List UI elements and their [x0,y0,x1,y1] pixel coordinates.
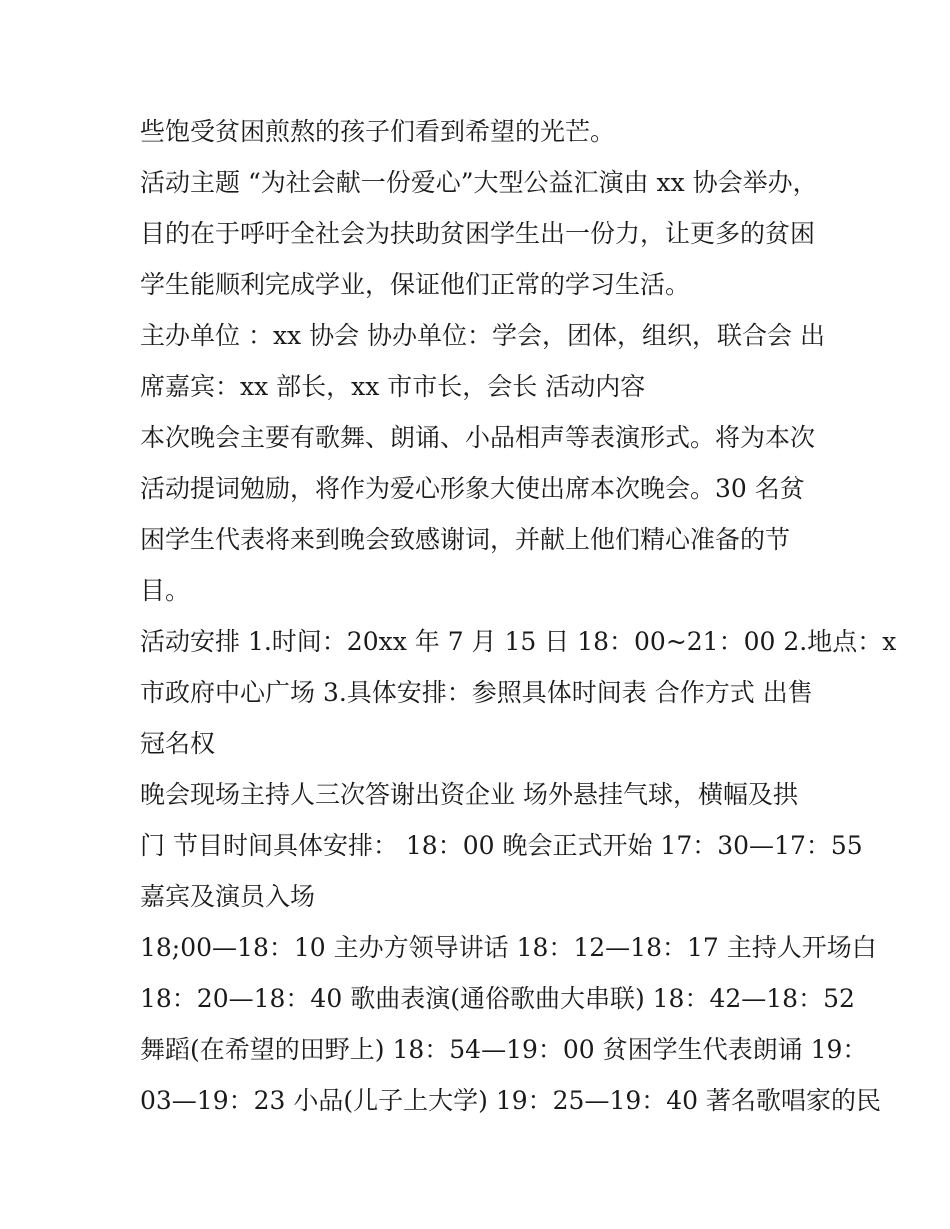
text-line: 门 节目时间具体安排： 18：00 晚会正式开始 17：30—17：55 [140,831,863,860]
text-line: 冠名权 [140,729,216,758]
body-text [140,106,897,1126]
text-line: 舞蹈(在希望的田野上) 18：54—19：00 贫困学生代表朗诵 19： [140,1035,868,1064]
text-line: 18：20—18：40 歌曲表演(通俗歌曲大串联) 18：42—18：52 [140,984,855,1013]
text-line: 活动主题 “为社会献一份爱心”大型公益汇演由 xx 协会举办， [140,168,818,197]
text-line: 03—19：23 小品(儿子上大学) 19：25—19：40 著名歌唱家的民 [140,1086,882,1115]
text-line: 席嘉宾：xx 部长，xx 市市长，会长 活动内容 [140,372,646,401]
text-line: 目的在于呼吁全社会为扶助贫困学生出一份力，让更多的贫困 [140,219,816,248]
text-line: 18;00—18：10 主办方领导讲话 18：12—18：17 主持人开场白 [140,933,877,962]
text-line: 目。 [140,576,191,605]
text-line: 晚会现场主持人三次答谢出资企业 场外悬挂气球，横幅及拱 [140,780,798,809]
text-line: 市政府中心广场 3.具体安排：参照具体时间表 合作方式 出售 [140,678,813,707]
text-line: 活动提词勉励，将作为爱心形象大使出席本次晚会。30 名贫 [140,474,805,503]
text-line: 主办单位 ：xx 协会 协办单位：学会，团体，组织，联合会 出 [140,321,825,350]
text-line: 学生能顺利完成学业，保证他们正常的学习生活。 [140,270,691,299]
text-line: 嘉宾及演员入场 [140,882,316,911]
text-line: 活动安排 1.时间：20xx 年 7 月 15 日 18：00~21：00 2.地点：x [140,627,897,656]
text-line: 本次晚会主要有歌舞、朗诵、小品相声等表演形式。将为本次 [140,423,816,452]
text-line: 困学生代表将来到晚会致感谢词，并献上他们精心准备的节 [140,525,791,554]
text-line: 些饱受贫困煎熬的孩子们看到希望的光芒。 [140,117,616,146]
